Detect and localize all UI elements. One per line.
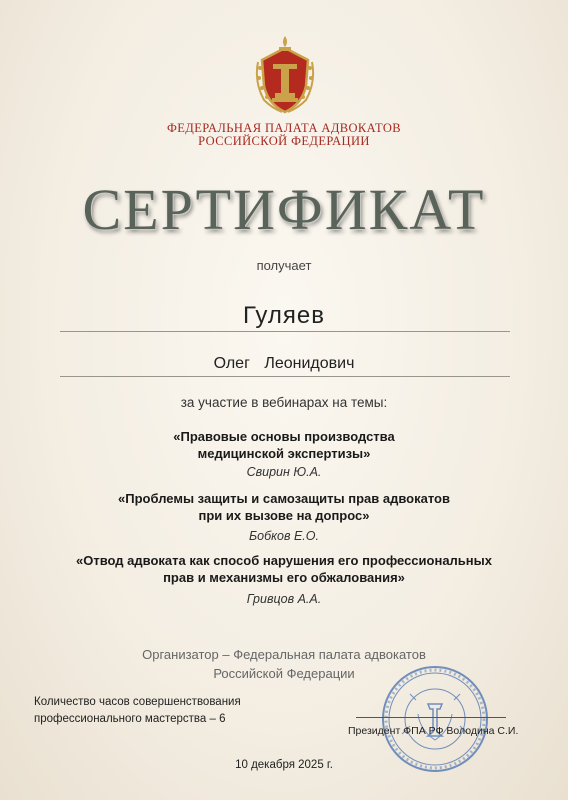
- training-hours-line: Количество часов совершенствования: [34, 696, 241, 708]
- fpa-emblem-icon: [254, 34, 316, 114]
- receives-label: получает: [256, 258, 312, 273]
- webinar-topic: [0, 428, 568, 462]
- official-seal-icon: [380, 664, 490, 774]
- certificate-title: СЕРТИФИКАТ: [82, 177, 486, 242]
- organizer-line: Российской Федерации: [213, 666, 355, 681]
- webinar-topic-line: «Правовые основы производства: [173, 429, 395, 444]
- issue-date: 10 декабря 2025 г.: [235, 759, 333, 771]
- webinar-author: Бобков Е.О.: [249, 529, 319, 543]
- training-hours-line: профессионального мастерства – 6: [34, 713, 226, 725]
- webinar-topic: [0, 552, 568, 586]
- webinar-topic-line: медицинской экспертизы»: [197, 446, 371, 461]
- name-underline: [60, 376, 510, 377]
- training-hours: [34, 694, 241, 728]
- webinar-topic-line: при их вызове на допрос»: [198, 508, 370, 523]
- webinar-topic-line: прав и механизмы его обжалования»: [163, 570, 405, 585]
- recipient-surname: Гуляев: [243, 302, 325, 329]
- webinar-topic-line: «Проблемы защиты и самозащиты прав адвокатов: [118, 491, 450, 506]
- participation-text: за участие в вебинарах на темы:: [180, 395, 388, 410]
- webinar-topic-line: «Отвод адвоката как способ нарушения его профессиональных: [76, 553, 492, 568]
- webinar-author: Свирин Ю.А.: [246, 465, 322, 479]
- president-signature-label: Президент ФПА РФ Володина С.И.: [348, 725, 519, 737]
- signature-line: [356, 717, 506, 718]
- surname-underline: [60, 331, 510, 332]
- recipient-given-names: Олег Леонидович: [213, 355, 355, 372]
- organization-name-line2: РОССИЙСКОЙ ФЕДЕРАЦИИ: [198, 134, 370, 148]
- organizer-line: Организатор – Федеральная палата адвокатов: [142, 647, 426, 662]
- organization-name-line1: ФЕДЕРАЛЬНАЯ ПАЛАТА АДВОКАТОВ: [166, 121, 402, 135]
- webinar-author: Гривцов А.А.: [246, 592, 322, 606]
- webinar-topic: [0, 490, 568, 524]
